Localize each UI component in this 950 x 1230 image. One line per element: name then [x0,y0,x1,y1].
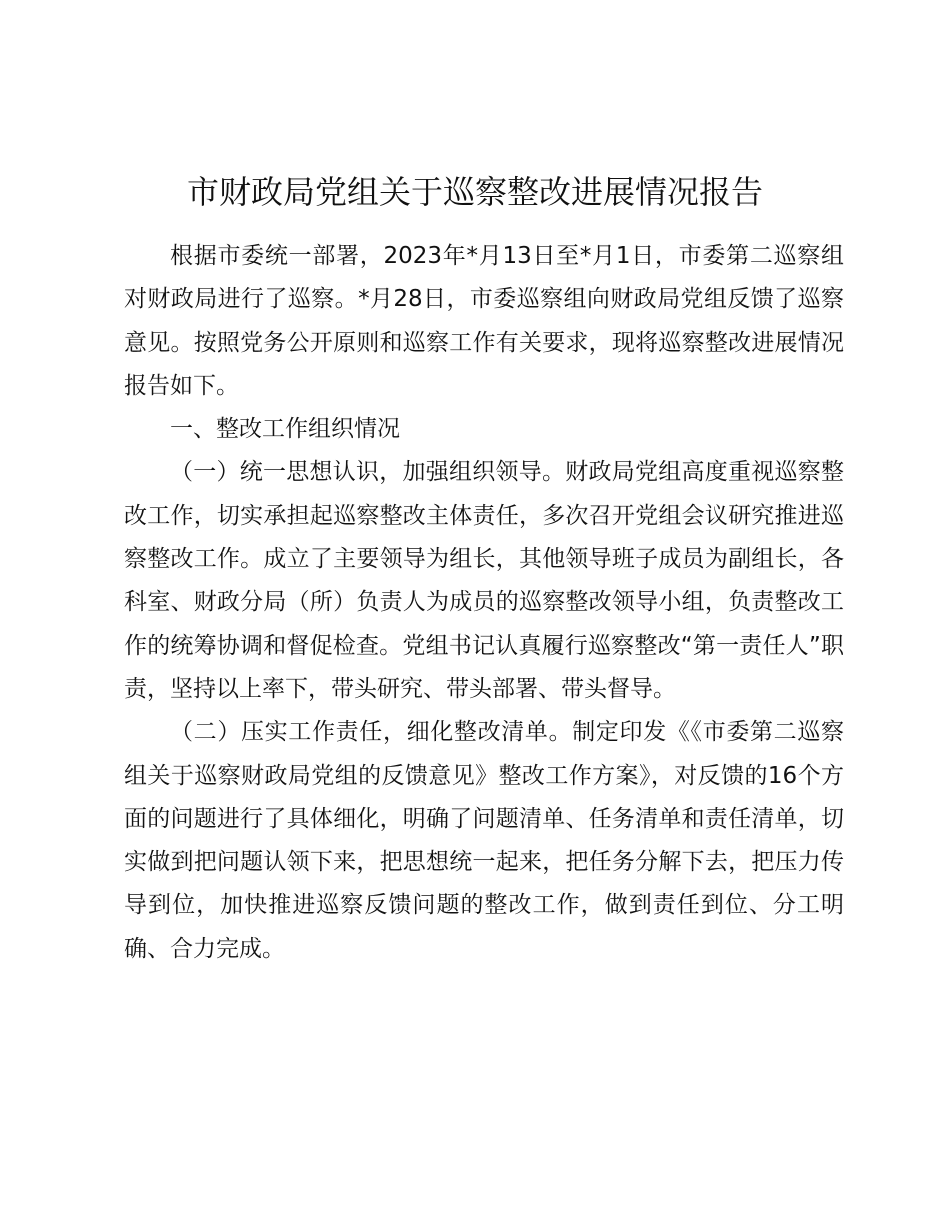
document-title: 市财政局党组关于巡察整改进展情况报告 [186,173,763,211]
document-body [124,235,844,971]
subsection-paragraph-2: （二）压实工作责任，细化整改清单。制定印发《《市委第二巡察组关于巡察财政局党组的反馈意见》整改工作方案》，对反馈的16个方面的问题进行了具体细化，明确了问题清单、任务清单和责任清单，切实做到把问题认领下来，把思想统一起来，把任务分解下去，把压力传导到位，加快推进巡察反馈问题的整改工作，做到责任到位、分工明确、合力完成。 [124,719,844,962]
subsection-paragraph-1: （一）统一思想认识，加强组织领导。财政局党组高度重视巡察整改工作，切实承担起巡察整改主体责任，多次召开党组会议研究推进巡察整改工作。成立了主要领导为组长，其他领导班子成员为副组长，各科室、财政分局（所）负责人为成员的巡察整改领导小组，负责整改工作的统筹协调和督促检查。党组书记认真履行巡察整改“第一责任人”职责，坚持以上率下，带头研究、带头部署、带头督导。 [124,459,844,702]
section-heading: 一、整改工作组织情况 [170,416,400,443]
intro-paragraph: 根据市委统一部署，2023年*月13日至*月1日，市委第二巡察组对财政局进行了巡察。*月28日，市委巡察组向财政局党组反馈了巡察意见。按照党务公开原则和巡察工作有关要求，现将巡察整改进展情况报告如下。 [124,243,844,399]
